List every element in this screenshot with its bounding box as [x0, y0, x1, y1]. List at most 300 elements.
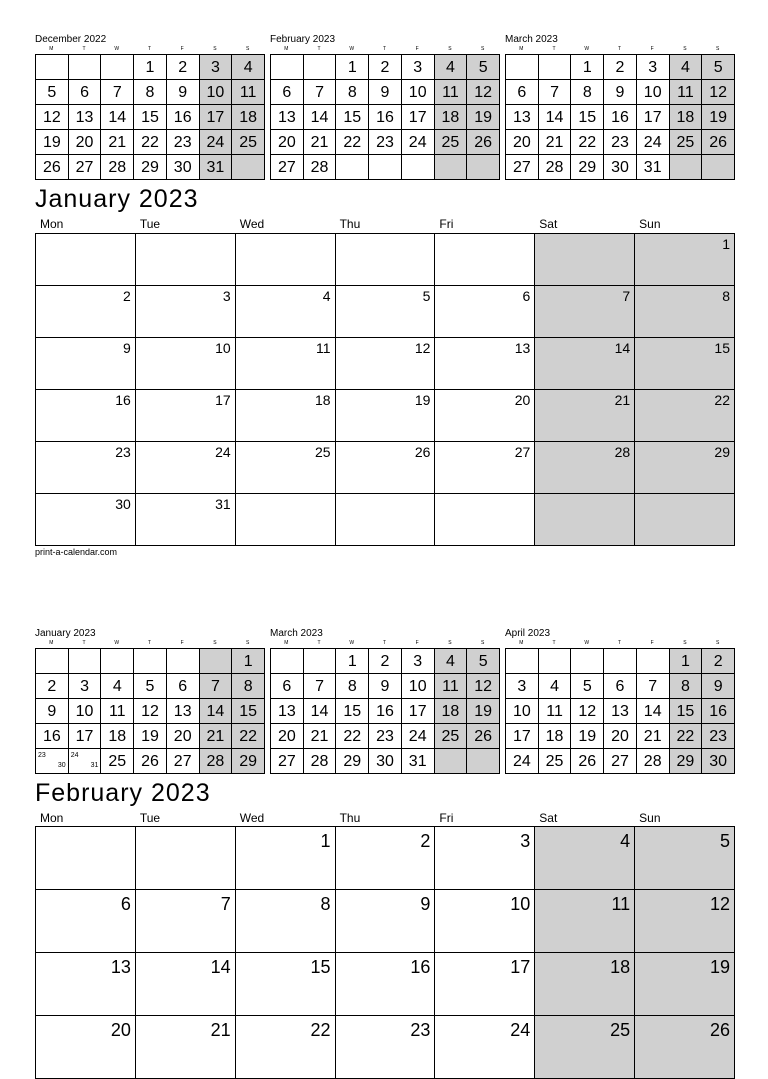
day-cell: 7 [304, 674, 337, 699]
day-cell: 25 [232, 130, 265, 155]
day-cell: 3 [506, 674, 539, 699]
day-cell: 24 [435, 1016, 535, 1079]
day-cell: 15 [236, 953, 336, 1016]
mini-calendar-title: December 2022 [35, 34, 107, 45]
day-cell: 18 [435, 105, 468, 130]
weekday-label: S [448, 640, 452, 646]
weekday-label: F [180, 46, 184, 52]
day-cell: 28 [637, 749, 670, 774]
weekday-label: S [480, 640, 485, 646]
day-cell: 10 [200, 80, 233, 105]
empty-day-cell [604, 649, 637, 674]
day-cell: 5 [635, 827, 735, 890]
day-cell: 17 [402, 105, 435, 130]
day-cell: 17 [136, 390, 236, 442]
weekday-label: F [180, 640, 184, 646]
day-cell: 11 [435, 674, 468, 699]
day-cell: 5 [336, 286, 436, 338]
weekday-label: S [448, 46, 452, 52]
day-cell: 17 [637, 105, 670, 130]
day-cell: 3 [402, 55, 435, 80]
day-cell: 26 [467, 724, 500, 749]
day-cell: 16 [702, 699, 735, 724]
day-cell: 13 [36, 953, 136, 1016]
day-cell: 2 [369, 649, 402, 674]
weekday-label: W [584, 640, 590, 646]
day-cell: 23 [336, 1016, 436, 1079]
weekday-label: Sun [639, 217, 661, 231]
day-cell: 8 [635, 286, 735, 338]
day-cell: 12 [571, 699, 604, 724]
empty-day-cell [506, 649, 539, 674]
mini-calendar-title: January 2023 [35, 628, 96, 639]
weekday-label: M [49, 640, 54, 646]
weekday-label: T [147, 46, 152, 52]
weekday-label: Thu [339, 217, 361, 231]
day-cell: 21 [136, 1016, 236, 1079]
day-cell: 17 [435, 953, 535, 1016]
day-cell: 21 [304, 724, 337, 749]
day-cell: 3 [402, 649, 435, 674]
day-cell: 4 [236, 286, 336, 338]
weekday-label: F [650, 640, 654, 646]
day-cell: 21 [535, 390, 635, 442]
mini-calendar-title: April 2023 [505, 628, 551, 639]
footer-source: print-a-calendar.com [35, 547, 118, 557]
day-cell: 19 [134, 724, 167, 749]
day-cell: 7 [101, 80, 134, 105]
day-cell: 30 [702, 749, 735, 774]
day-cell: 17 [200, 105, 233, 130]
day-cell: 23 [604, 130, 637, 155]
day-cell: 17 [69, 724, 102, 749]
day-cell: 9 [36, 699, 69, 724]
day-cell: 14 [535, 338, 635, 390]
day-cell: 15 [571, 105, 604, 130]
day-cell: 31 [200, 155, 233, 180]
weekday-label: W [349, 640, 355, 646]
day-cell: 20 [167, 724, 200, 749]
weekday-label: M [284, 46, 289, 52]
day-cell: 20 [435, 390, 535, 442]
day-cell: 22 [336, 130, 369, 155]
day-cell: 1 [670, 649, 703, 674]
day-cell: 4 [232, 55, 265, 80]
day-cell: 31 [402, 749, 435, 774]
day-cell: 18 [101, 724, 134, 749]
weekday-label: M [49, 46, 54, 52]
day-cell: 2 [36, 286, 136, 338]
day-cell: 31 [136, 494, 236, 546]
weekday-label: W [349, 46, 355, 52]
weekday-label: M [519, 640, 524, 646]
day-cell: 11 [236, 338, 336, 390]
day-cell: 7 [136, 890, 236, 953]
day-cell: 8 [336, 80, 369, 105]
day-cell: 19 [702, 105, 735, 130]
empty-day-cell [69, 649, 102, 674]
day-cell: 24 [200, 130, 233, 155]
empty-day-cell [271, 649, 304, 674]
day-cell: 11 [435, 80, 468, 105]
day-cell: 20 [271, 130, 304, 155]
weekday-label: S [245, 46, 250, 52]
day-cell: 7 [304, 80, 337, 105]
day-cell: 26 [36, 155, 69, 180]
day-cell: 7 [200, 674, 233, 699]
day-cell: 2 [702, 649, 735, 674]
day-cell: 27 [435, 442, 535, 494]
day-cell: 14 [637, 699, 670, 724]
day-cell: 12 [36, 105, 69, 130]
day-cell: 18 [232, 105, 265, 130]
day-cell: 10 [136, 338, 236, 390]
weekday-label: Fri [439, 811, 454, 825]
day-cell: 11 [101, 699, 134, 724]
day-cell: 25 [435, 724, 468, 749]
day-cell: 29 [232, 749, 265, 774]
day-cell: 5 [134, 674, 167, 699]
day-cell: 22 [134, 130, 167, 155]
weekday-label: Thu [339, 811, 361, 825]
day-cell: 16 [167, 105, 200, 130]
day-cell: 10 [506, 699, 539, 724]
weekday-label: S [213, 46, 217, 52]
day-cell: 13 [167, 699, 200, 724]
day-cell: 27 [69, 155, 102, 180]
empty-day-cell [136, 827, 236, 890]
day-cell: 13 [506, 105, 539, 130]
day-cell: 28 [101, 155, 134, 180]
mini-weekday-header [270, 640, 499, 646]
weekday-label: Mon [40, 217, 64, 231]
day-cell: 4 [670, 55, 703, 80]
weekday-label: F [650, 46, 654, 52]
day-cell: 29 [635, 442, 735, 494]
weekday-label: F [415, 46, 419, 52]
empty-day-cell [637, 649, 670, 674]
day-cell: 10 [637, 80, 670, 105]
empty-day-cell [467, 749, 500, 774]
day-cell: 22 [571, 130, 604, 155]
day-cell: 13 [271, 105, 304, 130]
day-cell: 18 [535, 953, 635, 1016]
day-cell: 15 [336, 699, 369, 724]
day-cell: 15 [336, 105, 369, 130]
day-cell: 5 [467, 649, 500, 674]
weekday-label: T [617, 46, 622, 52]
weekday-label: S [683, 46, 687, 52]
day-cell: 2 [369, 55, 402, 80]
weekday-label: Sun [639, 811, 661, 825]
day-cell: 28 [304, 155, 337, 180]
day-cell: 6 [604, 674, 637, 699]
empty-day-cell [539, 649, 572, 674]
day-cell: 21 [539, 130, 572, 155]
day-cell: 29 [571, 155, 604, 180]
day-cell: 13 [435, 338, 535, 390]
day-cell: 22 [670, 724, 703, 749]
day-cell: 1 [635, 234, 735, 286]
weekday-label: S [213, 640, 217, 646]
day-cell: 16 [36, 390, 136, 442]
day-cell: 8 [670, 674, 703, 699]
day-cell: 24 31 [69, 749, 102, 774]
day-cell: 19 [467, 105, 500, 130]
empty-day-cell [304, 649, 337, 674]
month-grid [35, 826, 735, 1079]
weekday-label: T [552, 640, 556, 646]
weekday-label: T [147, 640, 152, 646]
day-cell: 22 [232, 724, 265, 749]
day-cell: 24 [136, 442, 236, 494]
day-cell: 28 [539, 155, 572, 180]
day-cell: 25 [539, 749, 572, 774]
day-cell: 1 [236, 827, 336, 890]
weekday-label: Tue [139, 217, 161, 231]
mini-calendar-grid [35, 648, 265, 774]
day-cell: 14 [200, 699, 233, 724]
day-cell: 24 [402, 724, 435, 749]
day-cell: 10 [69, 699, 102, 724]
mini-calendar-title: March 2023 [505, 34, 558, 45]
weekday-label: M [284, 640, 289, 646]
day-cell: 4 [535, 827, 635, 890]
day-cell: 25 [670, 130, 703, 155]
weekday-label: Tue [139, 811, 161, 825]
day-cell: 28 [535, 442, 635, 494]
weekday-label: F [415, 640, 419, 646]
day-cell: 9 [336, 890, 436, 953]
day-cell: 21 [304, 130, 337, 155]
weekday-label: T [82, 46, 86, 52]
day-cell: 12 [702, 80, 735, 105]
day-cell: 17 [506, 724, 539, 749]
day-cell: 25 [236, 442, 336, 494]
day-cell: 13 [604, 699, 637, 724]
day-cell: 3 [136, 286, 236, 338]
day-cell: 29 [670, 749, 703, 774]
day-cell: 5 [36, 80, 69, 105]
empty-day-cell [435, 749, 468, 774]
day-cell: 15 [635, 338, 735, 390]
day-cell: 27 [506, 155, 539, 180]
day-cell: 6 [435, 286, 535, 338]
day-cell: 18 [236, 390, 336, 442]
day-cell: 5 [571, 674, 604, 699]
day-cell: 26 [635, 1016, 735, 1079]
day-cell: 1 [134, 55, 167, 80]
day-cell: 18 [539, 724, 572, 749]
day-cell: 31 [637, 155, 670, 180]
weekday-label: T [617, 640, 622, 646]
day-cell: 3 [637, 55, 670, 80]
day-cell: 30 [604, 155, 637, 180]
empty-day-cell [571, 649, 604, 674]
day-cell: 21 [101, 130, 134, 155]
weekday-label: Wed [239, 217, 265, 231]
day-cell: 9 [167, 80, 200, 105]
day-cell: 19 [36, 130, 69, 155]
weekday-label: T [382, 640, 387, 646]
weekday-label: S [683, 640, 687, 646]
day-cell: 11 [535, 890, 635, 953]
weekday-label: W [114, 46, 120, 52]
day-cell: 20 [271, 724, 304, 749]
empty-day-cell [167, 649, 200, 674]
empty-day-cell [36, 649, 69, 674]
day-cell: 12 [467, 674, 500, 699]
day-cell: 16 [369, 699, 402, 724]
day-cell: 26 [134, 749, 167, 774]
weekday-label: T [82, 640, 86, 646]
day-cell: 12 [635, 890, 735, 953]
day-cell: 25 [435, 130, 468, 155]
day-cell: 26 [336, 442, 436, 494]
day-cell: 8 [336, 674, 369, 699]
day-cell: 4 [539, 674, 572, 699]
day-cell: 4 [435, 55, 468, 80]
empty-day-cell [200, 649, 233, 674]
day-cell: 11 [539, 699, 572, 724]
day-cell: 26 [702, 130, 735, 155]
weekday-label: T [382, 46, 387, 52]
day-cell: 30 [369, 749, 402, 774]
day-cell: 20 [36, 1016, 136, 1079]
day-cell: 22 [635, 390, 735, 442]
day-cell: 25 [101, 749, 134, 774]
day-cell: 6 [36, 890, 136, 953]
day-cell: 17 [402, 699, 435, 724]
day-cell: 27 [271, 749, 304, 774]
day-cell: 15 [134, 105, 167, 130]
mini-calendar-grid [270, 648, 500, 774]
weekday-label: M [519, 46, 524, 52]
day-cell: 1 [336, 55, 369, 80]
day-cell: 12 [467, 80, 500, 105]
mini-calendar-title: March 2023 [270, 628, 323, 639]
day-cell: 12 [336, 338, 436, 390]
day-cell: 24 [402, 130, 435, 155]
day-cell: 16 [369, 105, 402, 130]
day-cell: 19 [571, 724, 604, 749]
day-cell: 22 [336, 724, 369, 749]
day-cell: 27 [271, 155, 304, 180]
day-cell: 8 [236, 890, 336, 953]
day-cell: 16 [36, 724, 69, 749]
day-cell: 7 [535, 286, 635, 338]
day-cell: 16 [336, 953, 436, 1016]
day-cell: 9 [604, 80, 637, 105]
day-cell: 9 [369, 674, 402, 699]
day-cell: 30 [167, 155, 200, 180]
weekday-label: Sat [539, 217, 558, 231]
day-cell: 3 [200, 55, 233, 80]
weekday-label: T [317, 46, 321, 52]
day-cell: 27 [604, 749, 637, 774]
weekday-label: W [584, 46, 590, 52]
weekday-label: S [715, 640, 720, 646]
day-cell: 2 [336, 827, 436, 890]
day-cell: 6 [271, 80, 304, 105]
day-cell: 22 [236, 1016, 336, 1079]
day-cell: 21 [637, 724, 670, 749]
weekday-label: Fri [439, 217, 454, 231]
day-cell: 1 [571, 55, 604, 80]
day-cell: 1 [336, 649, 369, 674]
day-cell: 2 [604, 55, 637, 80]
day-cell: 4 [101, 674, 134, 699]
day-cell: 10 [402, 674, 435, 699]
day-cell: 18 [670, 105, 703, 130]
day-cell: 23 [36, 442, 136, 494]
day-cell: 29 [336, 749, 369, 774]
day-cell: 20 [69, 130, 102, 155]
day-cell: 10 [402, 80, 435, 105]
day-cell: 8 [134, 80, 167, 105]
day-cell: 6 [167, 674, 200, 699]
day-cell: 11 [670, 80, 703, 105]
day-cell: 7 [539, 80, 572, 105]
day-cell: 23 [369, 724, 402, 749]
day-cell: 8 [232, 674, 265, 699]
weekday-label: W [114, 640, 120, 646]
day-cell: 2 [36, 674, 69, 699]
day-cell: 13 [69, 105, 102, 130]
empty-day-cell [36, 827, 136, 890]
day-cell: 29 [134, 155, 167, 180]
day-cell: 14 [101, 105, 134, 130]
day-cell: 12 [134, 699, 167, 724]
day-cell: 18 [435, 699, 468, 724]
day-cell: 5 [702, 55, 735, 80]
day-cell: 16 [604, 105, 637, 130]
day-cell: 1 [232, 649, 265, 674]
day-cell: 23 [369, 130, 402, 155]
day-cell: 15 [670, 699, 703, 724]
day-cell: 7 [637, 674, 670, 699]
weekday-label: T [317, 640, 321, 646]
day-cell: 9 [702, 674, 735, 699]
day-cell: 23 [702, 724, 735, 749]
day-cell: 6 [69, 80, 102, 105]
empty-day-cell [101, 649, 134, 674]
weekday-label: S [480, 46, 485, 52]
day-cell: 6 [271, 674, 304, 699]
day-cell: 27 [167, 749, 200, 774]
day-cell: 10 [435, 890, 535, 953]
weekday-label: Wed [239, 811, 265, 825]
mini-calendar-grid [505, 648, 735, 774]
day-cell: 20 [604, 724, 637, 749]
weekday-label: S [715, 46, 720, 52]
weekday-label: S [245, 640, 250, 646]
day-cell: 25 [535, 1016, 635, 1079]
day-cell: 14 [136, 953, 236, 1016]
day-cell: 26 [467, 130, 500, 155]
day-cell: 14 [539, 105, 572, 130]
day-cell: 5 [467, 55, 500, 80]
day-cell: 20 [506, 130, 539, 155]
day-cell: 2 [167, 55, 200, 80]
empty-day-cell [134, 649, 167, 674]
day-cell: 24 [637, 130, 670, 155]
day-cell: 21 [200, 724, 233, 749]
day-cell: 6 [506, 80, 539, 105]
weekday-label: Mon [40, 811, 64, 825]
weekday-label: Sat [539, 811, 558, 825]
weekday-label: T [552, 46, 556, 52]
